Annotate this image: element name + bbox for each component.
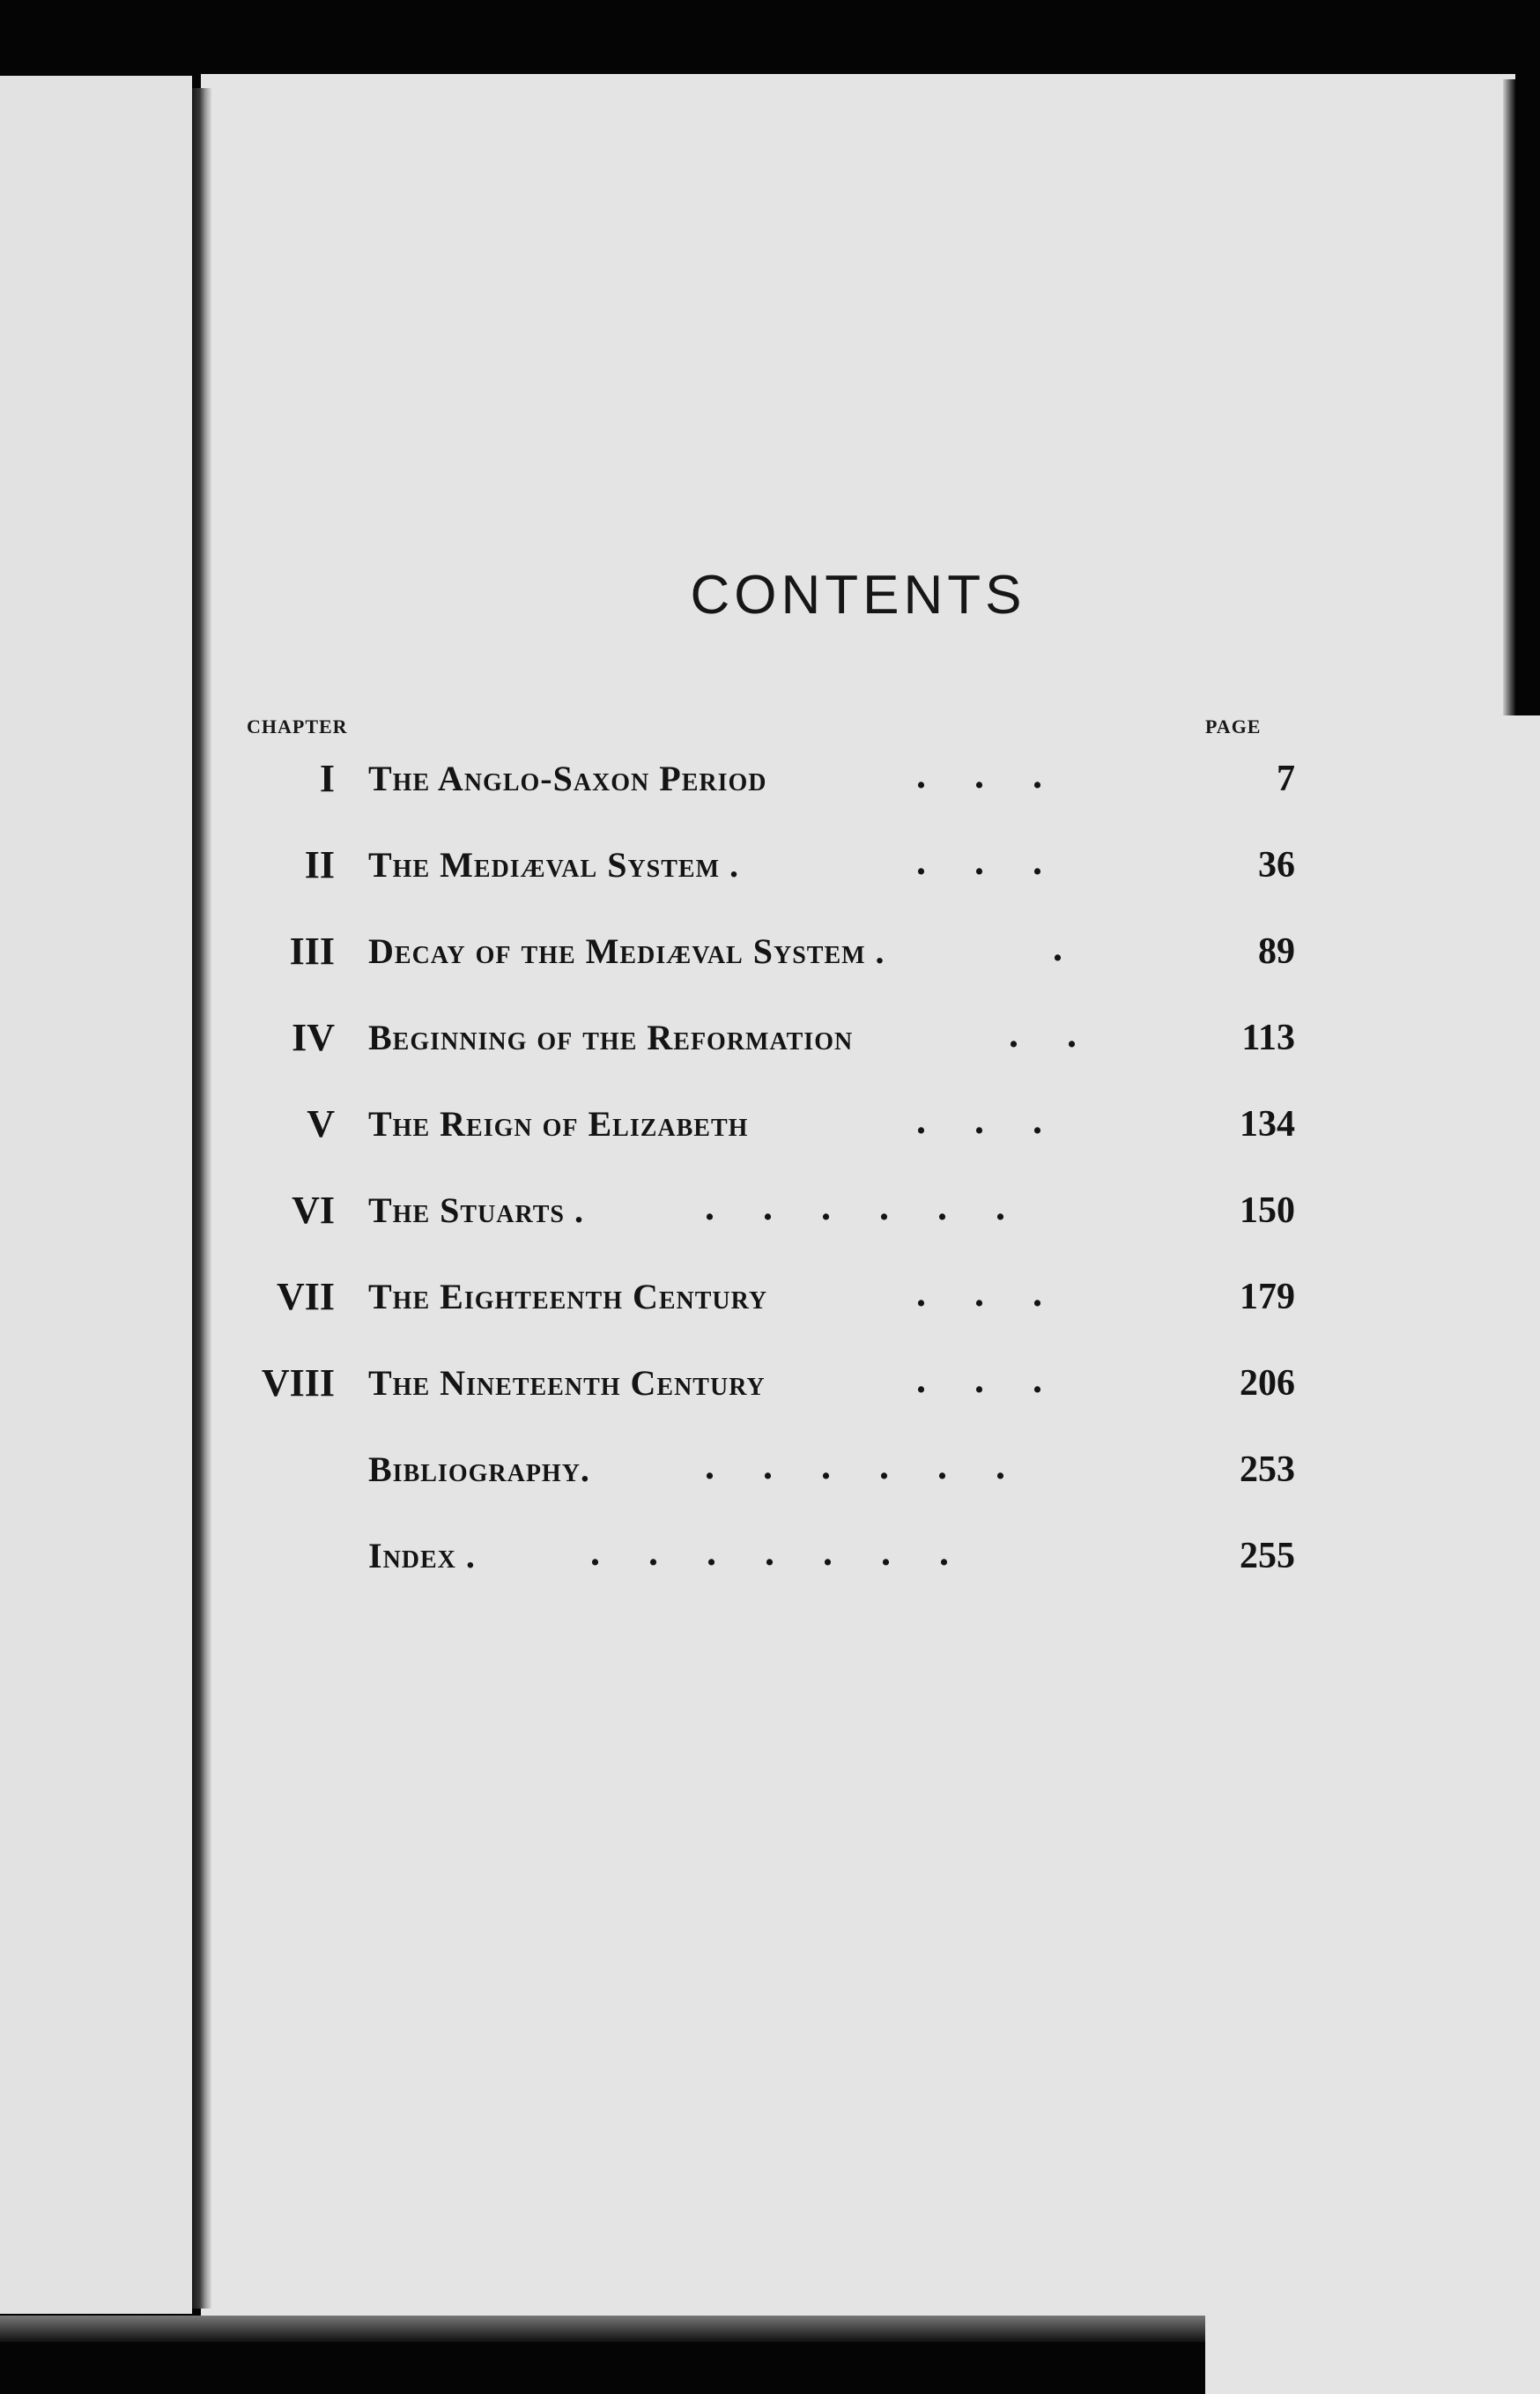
dot-leader: . .	[1009, 1012, 1077, 1056]
chapter-title: The Reign of Elizabeth	[368, 1104, 749, 1144]
page-number: 7	[1277, 759, 1295, 799]
chapter-title: Index .	[368, 1536, 476, 1575]
page-number: 36	[1258, 845, 1295, 886]
chapter-number: VIII	[261, 1361, 335, 1405]
chapter-number: III	[289, 930, 335, 973]
page-number: 134	[1240, 1104, 1295, 1145]
chapter-title: The Anglo-Saxon Period	[368, 759, 767, 798]
page-number: 255	[1240, 1536, 1295, 1576]
toc-entry	[238, 922, 1295, 983]
toc-entry	[238, 1181, 1295, 1242]
chapter-title: Beginning of the Reformation	[368, 1018, 854, 1057]
chapter-title: The Eighteenth Century	[368, 1277, 768, 1316]
chapter-title: Bibliography.	[368, 1449, 590, 1489]
binding-gutter	[192, 88, 211, 2309]
facing-page-edge	[0, 76, 192, 2314]
dot-leader: . . . . . .	[705, 1185, 1005, 1228]
toc-entry	[238, 1353, 1295, 1415]
dot-leader: .	[1053, 926, 1062, 969]
chapter-number: V	[307, 1102, 335, 1145]
toc-entry	[238, 1526, 1295, 1588]
chapter-number: IV	[292, 1016, 335, 1059]
chapter-number: II	[304, 843, 335, 886]
page-column-header: PAGE	[1205, 715, 1540, 2394]
toc-entry	[238, 835, 1295, 897]
chapter-title: The Stuarts .	[368, 1190, 584, 1230]
page-number: 89	[1258, 931, 1295, 972]
page-number: 206	[1240, 1363, 1295, 1404]
dot-leader: . . . . . .	[705, 1444, 1005, 1487]
chapter-number: I	[319, 757, 335, 800]
dot-leader: . . . . . . .	[590, 1531, 949, 1574]
toc-entry	[238, 1440, 1295, 1501]
chapter-number: VII	[276, 1275, 335, 1318]
chapter-number: VI	[292, 1189, 335, 1232]
chapter-title: Decay of the Mediæval System .	[368, 931, 885, 971]
chapter-title: The Mediæval System .	[368, 845, 740, 885]
dot-leader: . . .	[916, 1358, 1042, 1401]
page-number: 179	[1240, 1277, 1295, 1317]
dot-leader: . . .	[916, 1099, 1042, 1142]
contents-heading: CONTENTS	[690, 565, 1026, 626]
toc-entry	[238, 749, 1295, 811]
dot-leader: . . .	[916, 1271, 1042, 1315]
dot-leader: . . .	[916, 840, 1042, 883]
page-number: 113	[1241, 1018, 1295, 1058]
page-number: 150	[1240, 1190, 1295, 1231]
toc-entry	[238, 1094, 1295, 1156]
dot-leader: . . .	[916, 753, 1042, 797]
chapter-column-header: CHAPTER	[247, 715, 348, 737]
toc-entry	[238, 1008, 1295, 1070]
toc-entry	[238, 1267, 1295, 1329]
chapter-title: The Nineteenth Century	[368, 1363, 766, 1403]
page-number: 253	[1240, 1449, 1295, 1490]
